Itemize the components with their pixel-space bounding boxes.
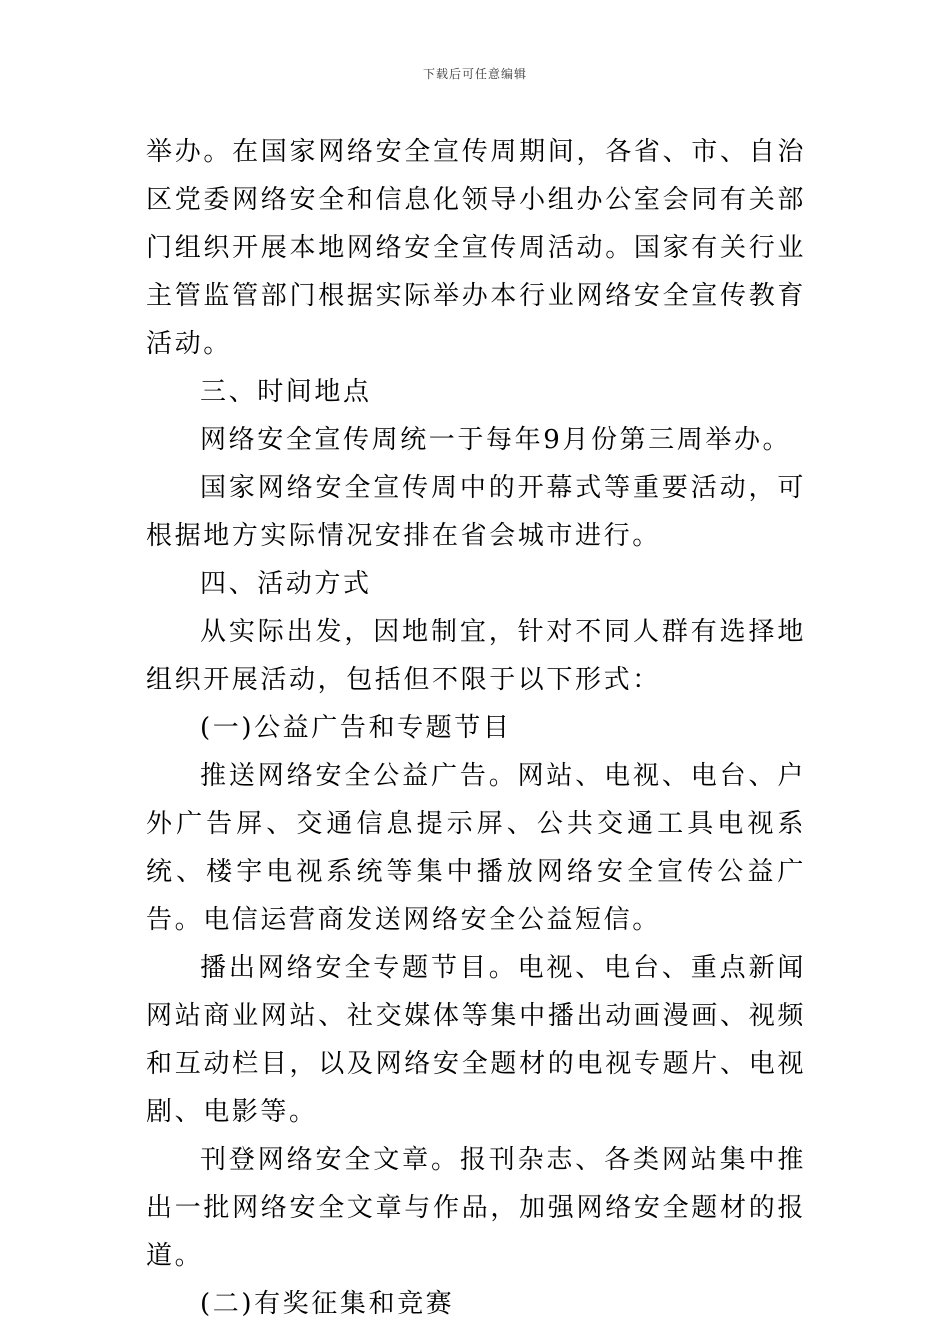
- paragraph-publish-articles: 刊登网络安全文章。报刊杂志、各类网站集中推出一批网络安全文章与作品，加强网络安全题材的报道。: [146, 1145, 806, 1271]
- document-body: [146, 128, 806, 1328]
- page-header: 下载后可任意编辑: [422, 67, 527, 81]
- section-heading-time-place: 三、时间地点: [200, 377, 372, 407]
- paragraph-continuation: 举办。在国家网络安全宣传周期间，各省、市、自治区党委网络安全和信息化领导小组办公室会同有关部门组织开展本地网络安全宣传周活动。国家有关行业主管监管部门根据实际举办本行业网络安全宣传教育活动。: [146, 137, 806, 359]
- section-heading-activity-methods: 四、活动方式: [200, 569, 372, 599]
- paragraph-activity-intro: 从实际出发，因地制宜，针对不同人群有选择地组织开展活动，包括但不限于以下形式：: [146, 617, 806, 695]
- subheading-public-ads: (一)公益广告和专题节目: [200, 713, 512, 743]
- paragraph-schedule: 网络安全宣传周统一于每年9月份第三周举办。: [200, 425, 792, 455]
- paragraph-push-ads: 推送网络安全公益广告。网站、电视、电台、户外广告屏、交通信息提示屏、公共交通工具电视系统、楼宇电视系统等集中播放网络安全宣传公益广告。电信运营商发送网络安全公益短信。: [146, 761, 806, 935]
- subheading-prize-contests: (二)有奖征集和竞赛: [200, 1289, 455, 1319]
- paragraph-opening-ceremony: 国家网络安全宣传周中的开幕式等重要活动，可根据地方实际情况安排在省会城市进行。: [146, 473, 806, 551]
- paragraph-broadcast-programs: 播出网络安全专题节目。电视、电台、重点新闻网站商业网站、社交媒体等集中播出动画漫画、视频和互动栏目，以及网络安全题材的电视专题片、电视剧、电影等。: [146, 953, 806, 1127]
